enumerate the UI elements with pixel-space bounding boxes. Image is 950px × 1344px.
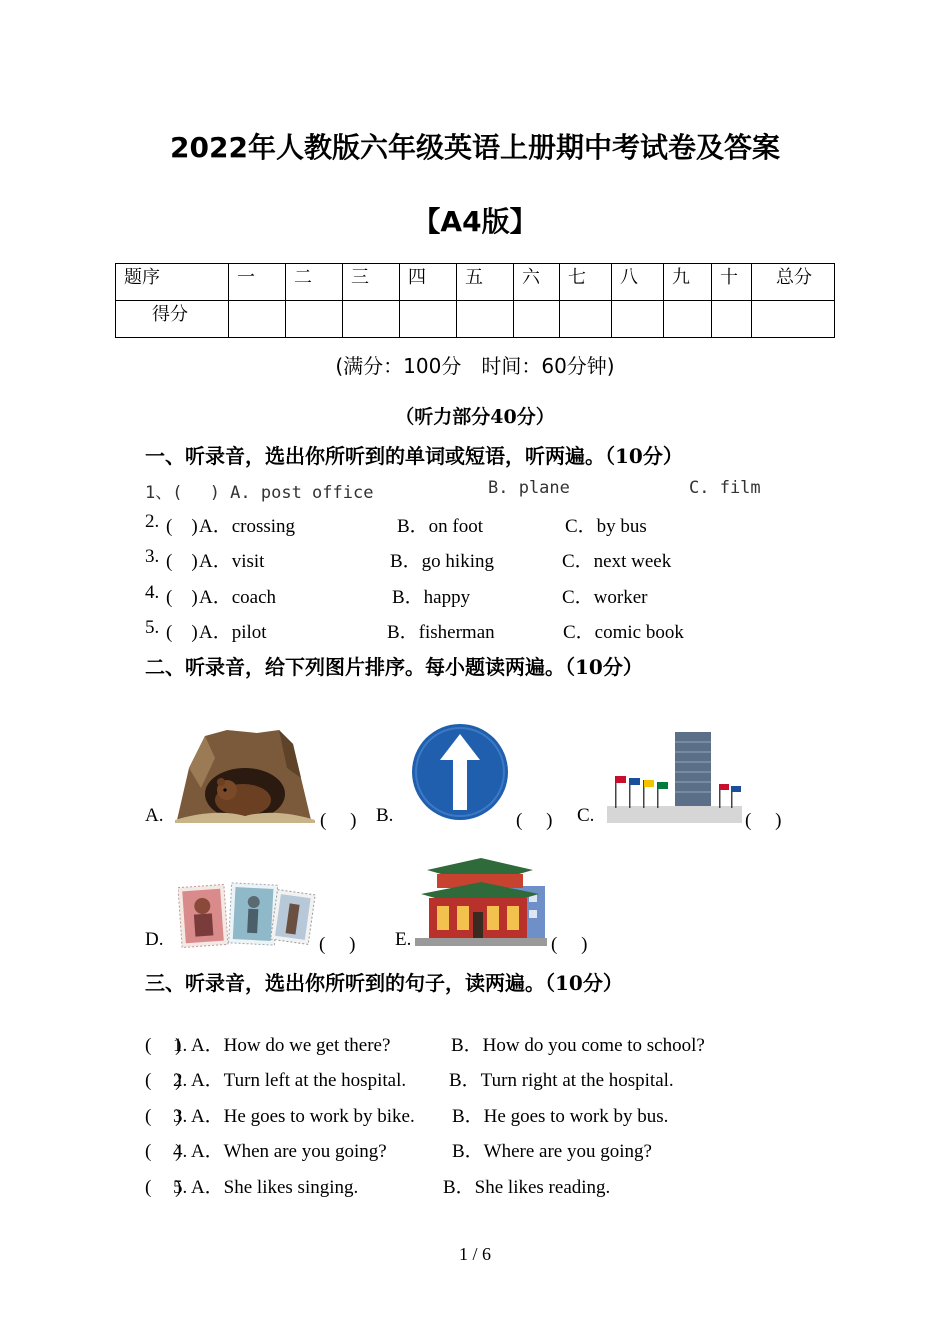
score-cell[interactable]: [343, 301, 400, 338]
s1-q3-option-a: A．visit: [199, 551, 265, 572]
s3-q1-option-a: 1. A．How do we get there?: [173, 1035, 391, 1056]
s1-q4-num: 4.: [145, 582, 160, 603]
page-number: 1 / 6: [458, 1244, 491, 1264]
s1-q4-answer-blank[interactable]: ( ): [166, 587, 198, 608]
listening-part-label: （听力部分40分）: [395, 406, 555, 428]
score-row-label: 得分: [116, 301, 229, 338]
header-cell: 七: [560, 264, 612, 301]
score-cell[interactable]: [229, 301, 286, 338]
exam-title: 2022年人教版六年级英语上册期中考试卷及答案: [170, 131, 780, 164]
section2-heading: 二、听录音，给下列图片排序。每小题读两遍。（10分）: [145, 655, 643, 679]
header-cell: 二: [286, 264, 343, 301]
s1-q4-option-b: B．happy: [392, 587, 471, 608]
s3-q1-option-b: B．How do you come to school?: [451, 1035, 705, 1056]
s3-q2-answer-blank[interactable]: ( ): [145, 1070, 182, 1091]
s1-q2-option-b: B．on foot: [397, 516, 484, 537]
s1-q3-option-b: B．go hiking: [390, 551, 494, 572]
picture-c-label: C.: [577, 805, 595, 826]
s1-q5-option-c: C．comic book: [563, 622, 684, 643]
picture-a-label: A.: [145, 805, 164, 826]
score-cell[interactable]: [752, 301, 835, 338]
s3-q5-option-a: 5. A．She likes singing.: [173, 1177, 359, 1198]
header-cell: 三: [343, 264, 400, 301]
score-cell[interactable]: [664, 301, 712, 338]
score-cell[interactable]: [560, 301, 612, 338]
header-cell: 一: [229, 264, 286, 301]
picture-d-label: D.: [145, 929, 164, 950]
picture-d-answer-blank[interactable]: ( ): [319, 934, 356, 955]
s1-q1-option-b: B. plane: [488, 478, 570, 498]
go-straight-sign-icon: [410, 722, 510, 822]
s3-q4-option-b: B．Where are you going?: [452, 1141, 652, 1162]
s1-q4-option-c: C．worker: [562, 587, 648, 608]
score-cell[interactable]: [612, 301, 664, 338]
picture-a-answer-blank[interactable]: ( ): [320, 810, 357, 831]
s1-q5-option-a: A．pilot: [199, 622, 267, 643]
score-table: [115, 263, 835, 338]
s1-q5-option-b: B．fisherman: [387, 622, 495, 643]
section3-heading: 三、听录音，选出你所听到的句子，读两遍。（10分）: [145, 971, 623, 995]
header-cell: 总分: [752, 264, 835, 301]
score-cell[interactable]: [457, 301, 514, 338]
score-cell[interactable]: [514, 301, 560, 338]
s3-q3-option-b: B．He goes to work by bus.: [452, 1106, 669, 1127]
section1-heading: 一、听录音，选出你所听到的单词或短语，听两遍。（10分）: [145, 444, 683, 468]
header-cell: 九: [664, 264, 712, 301]
score-cell[interactable]: [286, 301, 343, 338]
score-table-score-row: [116, 301, 835, 338]
picture-e-answer-blank[interactable]: ( ): [551, 934, 588, 955]
s1-q2-num: 2.: [145, 511, 160, 532]
s1-q3-answer-blank[interactable]: ( ): [166, 551, 198, 572]
header-cell: 五: [457, 264, 514, 301]
header-cell: 四: [400, 264, 457, 301]
s3-q5-answer-blank[interactable]: ( ): [145, 1177, 182, 1198]
exam-title-edition: 【A4版】: [412, 205, 538, 238]
s3-q4-answer-blank[interactable]: ( ): [145, 1141, 182, 1162]
s1-q2-option-c: C．by bus: [565, 516, 647, 537]
s1-q2-answer-blank[interactable]: ( ): [166, 516, 198, 537]
s3-q5-option-b: B．She likes reading.: [443, 1177, 611, 1198]
picture-b-label: B.: [376, 805, 394, 826]
s3-q3-answer-blank[interactable]: ( ): [145, 1106, 182, 1127]
picture-b-answer-blank[interactable]: ( ): [516, 810, 553, 831]
s3-q1-answer-blank[interactable]: ( ): [145, 1035, 182, 1056]
s1-q1-option-c: C. film: [689, 478, 761, 498]
header-cell: 六: [514, 264, 560, 301]
s3-q2-option-b: B．Turn right at the hospital.: [449, 1070, 674, 1091]
chinese-building-icon: [415, 854, 547, 946]
un-building-icon: [607, 728, 742, 823]
s3-q4-option-a: 4. A．When are you going?: [173, 1141, 387, 1162]
s1-q2-option-a: A．crossing: [199, 516, 296, 537]
s1-q5-answer-blank[interactable]: ( ): [166, 622, 198, 643]
header-cell: 八: [612, 264, 664, 301]
s3-q3-option-a: 3. A．He goes to work by bike.: [173, 1106, 415, 1127]
stamps-icon: [178, 882, 316, 950]
score-table-header-row: [116, 264, 835, 301]
s3-q2-option-a: 2. A．Turn left at the hospital.: [173, 1070, 407, 1091]
s1-q3-num: 3.: [145, 546, 160, 567]
picture-e-label: E.: [395, 929, 412, 950]
score-cell[interactable]: [400, 301, 457, 338]
picture-c-answer-blank[interactable]: ( ): [745, 810, 782, 831]
s1-q3-option-c: C．next week: [562, 551, 672, 572]
score-cell[interactable]: [712, 301, 752, 338]
full-score-note: (满分：100分 时间：60分钟): [335, 354, 615, 378]
s1-q5-num: 5.: [145, 617, 160, 638]
s1-q4-option-a: A．coach: [199, 587, 277, 608]
header-cell: 十: [712, 264, 752, 301]
s1-q1-option-a: 1、( ) A. post office: [145, 483, 374, 503]
header-cell: 题序: [116, 264, 229, 301]
bear-in-cave-icon: [175, 728, 315, 823]
